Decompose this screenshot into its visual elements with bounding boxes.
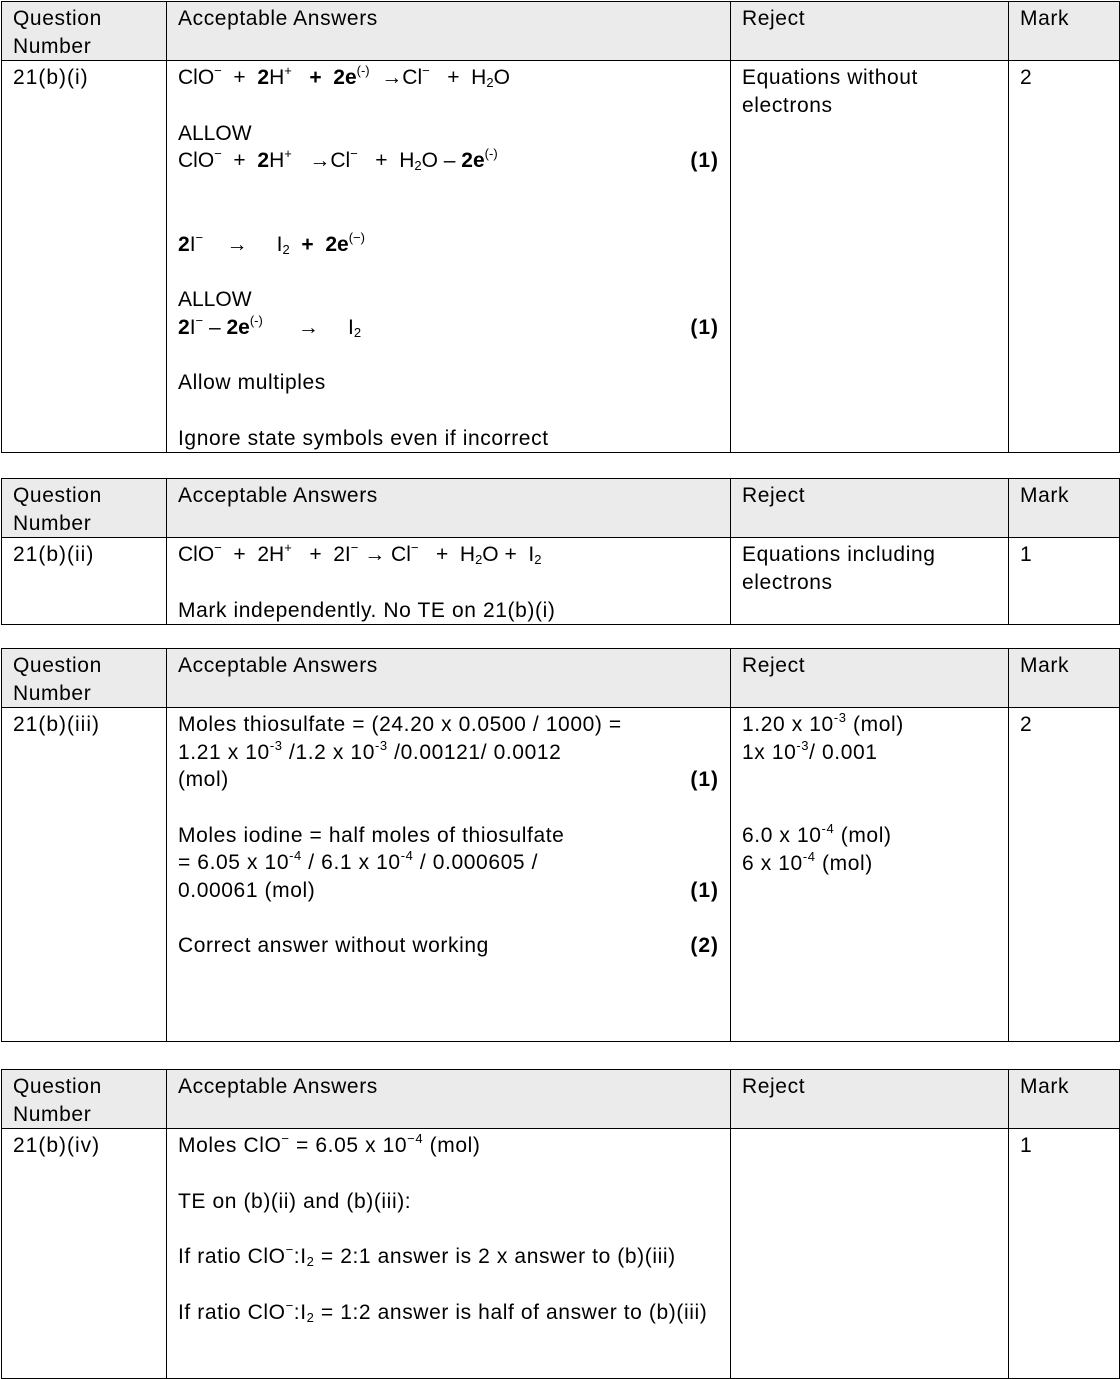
reject-cell: Equations without electrons	[731, 61, 1009, 453]
header-acceptable-answers: Acceptable Answers	[167, 2, 731, 61]
moles-iodine-final-row	[178, 877, 719, 905]
ratio-1-to-2-text: = 1:2 answer is half of answer to (b)(iii)	[320, 1300, 708, 1324]
allow-label: ALLOW	[178, 121, 252, 145]
correct-answer-row	[178, 932, 719, 960]
header-reject: Reject	[731, 479, 1009, 538]
mark-one: (1)	[690, 149, 719, 172]
mark-scheme-table-21bii	[1, 478, 1120, 625]
correct-answer-note: Correct answer without working	[178, 934, 489, 957]
header-question-number: Question Number	[2, 2, 167, 61]
header-mark: Mark	[1009, 1070, 1120, 1129]
ratio-2-to-1-note: If ratio $ClO^-:I_2$ = 2:1 answer is 2 x answer to (b)(iii)	[178, 1242, 676, 1269]
question-number: 21(b)(iii)	[2, 708, 167, 1042]
reject-value-4: 6 x $10^{-4}$ (mol)	[742, 848, 873, 875]
allow-multiples-note: Allow multiples	[178, 371, 326, 394]
reject-cell: Equations including electrons	[731, 538, 1009, 625]
header-acceptable-answers: Acceptable Answers	[167, 1070, 731, 1129]
mark-scheme-table-21biv	[1, 1069, 1120, 1379]
moles-iodine-values: = 6.05 x $10^{-4} / 6.1$ x $10^{-4} / 0.000605$ /	[178, 848, 539, 874]
mark-cell: 2	[1009, 708, 1120, 1042]
mark-one: (1)	[690, 768, 719, 791]
header-mark: Mark	[1009, 479, 1120, 538]
ratio-1-to-2-note: If ratio $ClO^-:I_2$ = 1:2 answer is half of answer to (b)(iii)	[178, 1297, 708, 1325]
equation-allow-reduction: $ClO^- + 2H^+ \to Cl^- + H_2O - 2e^{(-)}$ (1)	[178, 146, 719, 173]
allow-label: ALLOW	[178, 288, 252, 311]
acceptable-answers-cell	[167, 708, 731, 1042]
mark-two: (2)	[690, 934, 719, 957]
equation-overall: $ClO^- + 2H^+ + 2I^- \to Cl^- + H_2O + I_2$	[178, 540, 542, 567]
header-reject: Reject	[731, 649, 1009, 708]
equation-allow-oxidation: 2I− – 2e(-) → $I_2$ (1)	[178, 312, 719, 340]
question-number: 21(b)(iv)	[2, 1129, 167, 1379]
te-note: TE on (b)(ii) and (b)(iii):	[178, 1189, 412, 1213]
reject-cell	[731, 708, 1009, 1042]
header-reject: Reject	[731, 2, 1009, 61]
mark-one: (1)	[690, 878, 719, 902]
header-acceptable-answers: Acceptable Answers	[167, 649, 731, 708]
moles-clo-answer: Moles ClO− = 6.05 x $10^{-4}$ (mol)	[178, 1131, 481, 1157]
acceptable-answers-cell	[167, 538, 731, 625]
mark-cell: 1	[1009, 1129, 1120, 1379]
reject-value-3: 6.0 x $10^{-4}$ (mol)	[742, 821, 892, 847]
answer-row	[2, 538, 1120, 625]
mark-cell: 1	[1009, 538, 1120, 625]
header-row	[2, 1070, 1120, 1129]
answer-row	[2, 1129, 1120, 1379]
header-row	[2, 479, 1120, 538]
header-acceptable-answers: Acceptable Answers	[167, 479, 731, 538]
question-number: 21(b)(i)	[2, 61, 167, 453]
header-question-number: Question Number	[2, 1070, 167, 1129]
equation-half-reduction: ClO− + 2H+ + $2e^{(-)} \to Cl^- + H_2O$	[178, 63, 510, 90]
header-question-number: Question Number	[2, 479, 167, 538]
header-row	[2, 2, 1120, 61]
ratio-2-to-1-text: = 2:1 answer is 2 x answer to (b)(iii)	[320, 1245, 676, 1268]
moles-iodine-statement: Moles iodine = half moles of thiosulfate	[178, 823, 565, 847]
header-row	[2, 649, 1120, 708]
acceptable-answers-cell	[167, 1129, 731, 1379]
reject-value-1: 1.20 x $10^{-3}$ (mol)	[742, 710, 904, 736]
reject-value-2: 1x $10^{-3}/$ 0.001	[742, 737, 878, 764]
header-reject: Reject	[731, 1070, 1009, 1129]
moles-thiosulfate-unit-row	[178, 766, 719, 794]
equation-half-oxidation: 2I− → $I_2 + 2e^{(-)}$	[178, 229, 365, 257]
answer-row	[2, 61, 1120, 453]
header-mark: Mark	[1009, 649, 1120, 708]
moles-thiosulfate-calc: Moles thiosulfate = (24.20 x 0.0500 / 1000) =	[178, 713, 622, 736]
question-number: 21(b)(ii)	[2, 538, 167, 625]
mark-one: (1)	[690, 315, 719, 339]
mark-scheme-table-21biii	[1, 648, 1120, 1042]
reject-cell	[731, 1129, 1009, 1379]
unit-mol: (mol)	[178, 768, 229, 791]
mark-independently-note: Mark independently. No TE on 21(b)(i)	[178, 598, 556, 622]
mark-scheme-table-21bi	[1, 1, 1120, 453]
moles-iodine-final: 0.00061 (mol)	[178, 878, 316, 902]
answer-row	[2, 708, 1120, 1042]
header-mark: Mark	[1009, 2, 1120, 61]
mark-cell: 2	[1009, 61, 1120, 453]
header-question-number: Question Number	[2, 649, 167, 708]
ignore-state-symbols-note: Ignore state symbols even if incorrect	[178, 426, 549, 450]
acceptable-answers-cell	[167, 61, 731, 453]
moles-thiosulfate-values: 1.21 x $10^{-3}$ /1.2 x $10^{-3}$ /0.00121/ 0.0012	[178, 737, 562, 764]
